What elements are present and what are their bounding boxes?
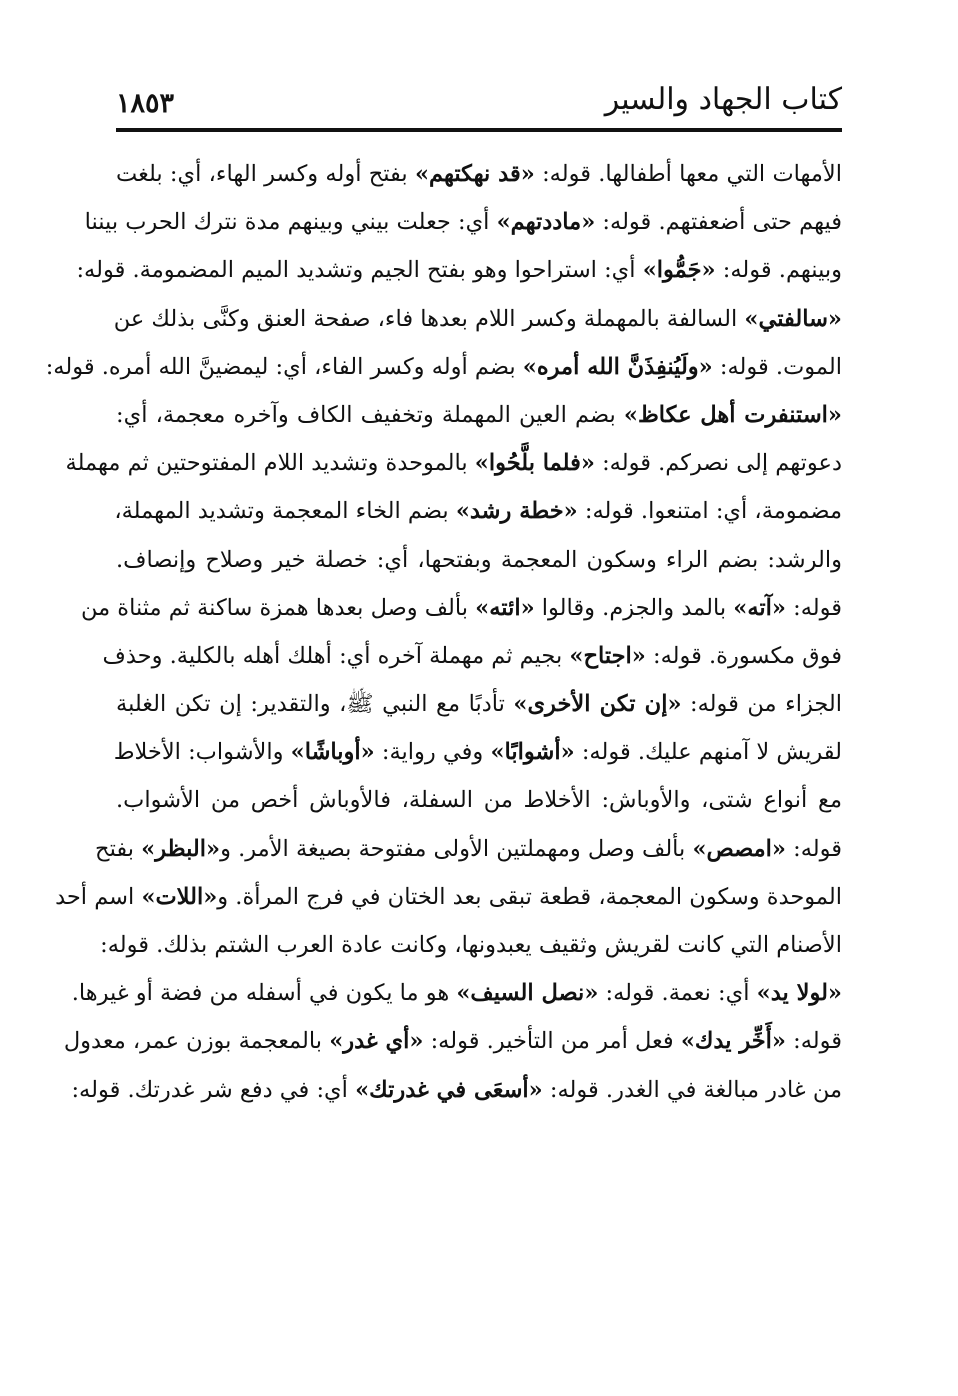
quoted-term: «قد نهكتهم»	[414, 161, 535, 187]
text-segment: الموحدة وسكون المعجمة، قطعة تبقى بعد الختان في فرج المرأة. و	[217, 883, 842, 910]
text-line	[116, 150, 842, 198]
quoted-term: «أوباشًا»	[290, 739, 375, 766]
text-segment: بفتح أوله وكسر الهاء، أي: بلغت	[116, 161, 415, 187]
text-line	[100, 921, 842, 969]
text-segment: أي: في دفع شر غدرتك. قوله:	[71, 1076, 356, 1103]
quoted-term: «ائته»	[475, 594, 535, 621]
body-text	[45, 150, 843, 1240]
text-segment: مع أنواع شتى، والأوباش: الأخلاط من السفلة، فالأوباش أخص من الأشواب.	[116, 787, 842, 814]
quoted-term: «جَمُّوا»	[642, 257, 716, 284]
text-line	[116, 680, 842, 728]
quoted-term: «البظر»	[141, 835, 221, 862]
quoted-term: «أي غدر»	[329, 1028, 424, 1055]
text-segment: بضم العين المهملة وتخفيف الكاف وآخره معجمة، أي:	[116, 401, 624, 428]
header-divider	[116, 128, 842, 132]
text-segment: بفتح	[95, 835, 142, 862]
text-line	[95, 825, 842, 873]
quoted-term: «نصل السيف»	[456, 980, 599, 1007]
quoted-term: «أسعَى في غدرتك»	[355, 1076, 543, 1103]
quoted-term: «اجتاح»	[569, 642, 646, 669]
text-segment: أي: جعلت بيني وبينهم مدة نترك الحرب بيننا	[84, 209, 497, 236]
quoted-term: «استنفرت أهل عكاظ»	[623, 401, 842, 428]
text-line	[116, 776, 842, 824]
text-segment: بألف وصل بعدها همزة ساكنة ثم مثناة من	[80, 594, 476, 621]
quoted-term: «أشوابًا»	[490, 739, 575, 766]
text-segment: هو ما يكون في أسفله من فضة أو غيرها.	[71, 980, 457, 1007]
text-line	[113, 728, 842, 776]
quoted-term: «أَخِّر يدك»	[680, 1028, 786, 1055]
quoted-term: «سالفتي»	[744, 305, 842, 332]
quoted-term: «ولَيُنفِذَنَّ الله أمره»	[522, 353, 713, 380]
text-segment: بالمعجمة بوزن عمر، معدول	[63, 1028, 330, 1055]
text-segment: والرشد: بضم الراء وسكون المعجمة وبفتحها، أي: خصلة خير وصلاح وإنصاف.	[116, 546, 842, 573]
quoted-term: «امصص»	[692, 835, 786, 862]
text-line	[76, 246, 842, 294]
text-segment: السالفة بالمهملة وكسر اللام بعدها فاء، صفحة العنق وكنَّى بذلك عن	[113, 305, 745, 332]
text-line	[84, 198, 842, 246]
text-segment: بضم أوله وكسر الفاء، أي: ليمضينَّ الله أمره. قوله:	[45, 353, 523, 380]
text-line	[71, 969, 842, 1017]
text-segment: قوله:	[785, 835, 842, 862]
text-line	[63, 1017, 842, 1065]
text-segment: مضمومة، أي: امتنعوا. قوله:	[577, 498, 842, 525]
text-segment: بضم الخاء المعجمة وتشديد المهملة،	[114, 498, 456, 525]
text-segment: وفي رواية:	[374, 739, 491, 766]
text-segment: قوله:	[785, 1028, 842, 1055]
quoted-term: «خطة رشد»	[455, 498, 578, 525]
text-line	[80, 584, 842, 632]
text-segment: الأمهات التي معها أطفالها. قوله:	[534, 161, 843, 187]
text-segment: فوق مكسورة. قوله:	[645, 642, 842, 669]
text-segment: فعل أمر من التأخير. قوله:	[423, 1028, 681, 1055]
text-line	[55, 873, 842, 921]
text-segment: والأشواب: الأخلاط	[113, 739, 291, 766]
text-segment: الأصنام التي كانت لقريش وثقيف يعبدونها، وكانت عادة العرب الشتم بذلك. قوله:	[100, 932, 842, 958]
text-segment: الموت. قوله:	[712, 353, 842, 380]
text-segment: بالمد والجزم. وقالوا	[534, 594, 734, 621]
text-line	[116, 391, 842, 439]
book-title: كتاب الجهاد والسير	[604, 82, 842, 117]
quoted-term: «لولا يد»	[756, 980, 842, 1007]
text-segment: قوله:	[785, 594, 842, 621]
text-line	[71, 1066, 842, 1114]
quoted-term: «ماددتهم»	[496, 209, 596, 236]
text-segment: بجيم ثم مهملة آخره أي: أهلك أهله بالكلية. وحذف	[102, 642, 570, 669]
text-segment: من غادر مبالغة في الغدر. قوله:	[542, 1076, 842, 1103]
text-line	[102, 632, 842, 680]
text-segment: تأدبًا مع النبي ﷺ، والتقدير: إن تكن الغلبة	[116, 691, 514, 718]
page-number: ١٨٥٣	[116, 88, 175, 119]
text-segment: بالموحدة وتشديد اللام المفتوحتين ثم مهملة	[65, 450, 475, 477]
text-line	[116, 487, 842, 535]
running-header	[116, 82, 842, 130]
quoted-term: «آته»	[733, 594, 786, 621]
text-line	[45, 343, 842, 391]
text-segment: دعوتهم إلى نصركم. قوله:	[594, 450, 842, 477]
text-line	[113, 295, 842, 343]
text-segment: اسم أحد	[55, 883, 142, 910]
quoted-term: «فلما بلَّحُوا»	[474, 450, 595, 477]
quoted-term: «إن تكن الأخرى»	[513, 691, 682, 718]
text-segment: بألف وصل ومهملتين الأولى مفتوحة بصيغة الأمر. و	[220, 835, 693, 862]
text-segment: وبينهم. قوله:	[715, 257, 842, 284]
text-segment: لقريش لا آمنهم عليك. قوله:	[574, 739, 842, 766]
text-segment: فيهم حتى أضعفتهم. قوله:	[595, 209, 842, 236]
text-line	[116, 536, 842, 584]
text-line	[65, 439, 842, 487]
quoted-term: «اللات»	[141, 883, 218, 910]
text-segment: أي: استراحوا وهو بفتح الجيم وتشديد الميم المضمومة. قوله:	[76, 257, 643, 284]
text-segment: الجزاء من قوله:	[681, 691, 843, 718]
text-segment: أي: نعمة. قوله:	[598, 980, 757, 1007]
